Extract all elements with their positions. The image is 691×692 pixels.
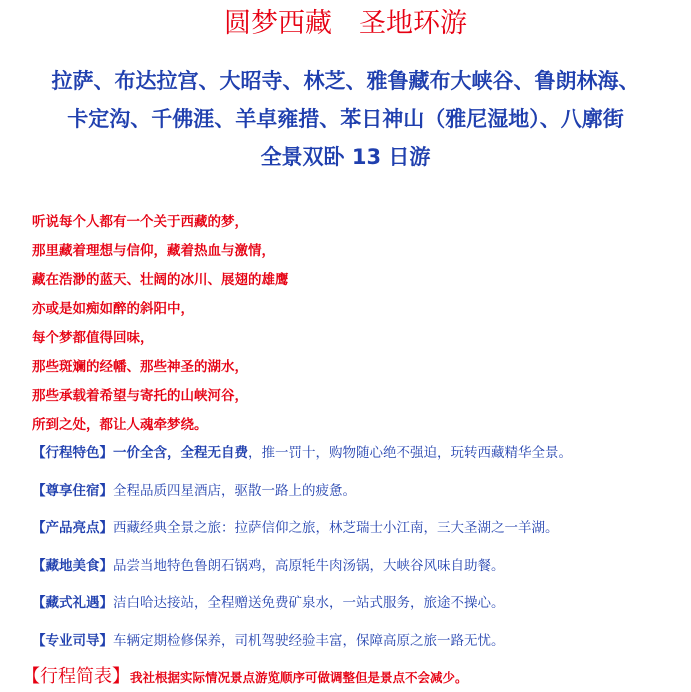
feature-label: 【产品亮点】 (32, 520, 113, 536)
poem-line: 每个梦都值得回味， (32, 330, 154, 346)
feature-list (32, 440, 572, 665)
feature-text: 西藏经典全景之旅：拉萨信仰之旅，林芝瑞士小江南，三大圣湖之一羊湖。 (113, 520, 559, 536)
poem-line: 藏在浩渺的蓝天、壮阔的冰川、展翅的雄鹰 (32, 272, 289, 288)
poem-line: 听说每个人都有一个关于西藏的梦， (32, 214, 248, 230)
feature-item (32, 478, 572, 516)
intro-poem (32, 208, 289, 440)
feature-label: 【藏地美食】 (32, 557, 113, 574)
poem-line: 亦或是如痴如醉的斜阳中， (32, 301, 194, 317)
feature-item (32, 590, 572, 628)
feature-highlight: 一价全含 (113, 445, 167, 461)
feature-text: ，推一罚十，购物随心绝不强迫，玩转西藏精华全景。 (248, 445, 572, 461)
page-title: 圆梦西藏 圣地环游 (224, 8, 467, 39)
feature-highlight: 全程无自费 (180, 445, 248, 461)
route-line-1: 拉萨、布达拉宫、大昭寺、林芝、雅鲁藏布大峡谷、鲁朗林海、 (51, 69, 640, 93)
feature-label: 【专业司导】 (32, 632, 113, 649)
poem-line: 那些斑斓的经幡、那些神圣的湖水， (32, 359, 248, 375)
feature-item (32, 440, 572, 478)
feature-item (32, 515, 572, 553)
poem-line: 那些承载着希望与寄托的山峡河谷， (32, 388, 248, 404)
poem-line: 所到之处，都让人魂牵梦绕。 (32, 417, 208, 433)
feature-text: 全程品质四星酒店，驱散一路上的疲惫。 (113, 482, 356, 499)
poem-line: 那里藏着理想与信仰，藏着热血与激情， (32, 243, 275, 259)
feature-text: 洁白哈达接站，全程赠送免费矿泉水，一站式服务，旅途不操心。 (113, 595, 505, 611)
feature-text: 品尝当地特色鲁朗石锅鸡，高原牦牛肉汤锅，大峡谷风味自助餐。 (113, 557, 505, 574)
route-line-2: 卡定沟、千佛涯、羊卓雍措、苯日神山（雅尼湿地）、八廓街 (67, 107, 624, 131)
feature-label: 【行程特色】 (32, 445, 113, 461)
route-line-3: 全景双卧 13 日游 (260, 145, 431, 169)
feature-item (32, 628, 572, 666)
itinerary-header (22, 664, 468, 691)
feature-item (32, 553, 572, 591)
feature-label: 【藏式礼遇】 (32, 595, 113, 611)
itinerary-note: 我社根据实际情况景点游览顺序可做调整但是景点不会减少。 (130, 670, 468, 685)
itinerary-heading: 【行程简表】 (22, 666, 130, 687)
feature-label: 【尊享住宿】 (32, 482, 113, 499)
feature-text: 车辆定期检修保养，司机驾驶经验丰富，保障高原之旅一路无忧。 (113, 632, 505, 649)
feature-separator: ， (167, 445, 181, 461)
